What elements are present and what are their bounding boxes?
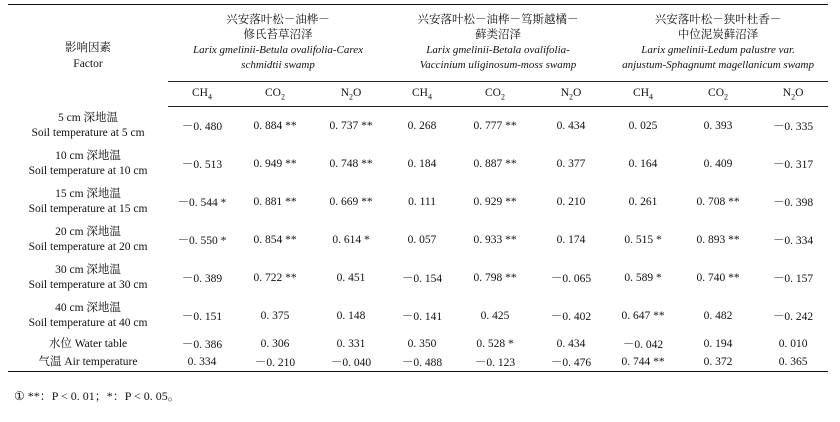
table-row	[8, 145, 828, 183]
group-header-1	[168, 5, 388, 82]
value-cell: －0. 480	[181, 121, 223, 133]
factor-cn: 15 cm 深地温	[55, 188, 121, 200]
factor-en: Soil temperature at 20 cm	[28, 241, 148, 253]
value-cell: －0. 544 *	[177, 197, 227, 209]
gas-header-ch4: $CH_4$	[168, 82, 236, 107]
value-cell: －0. 476	[534, 353, 608, 372]
value-cell: －0. 040	[314, 353, 388, 372]
table-row	[8, 335, 828, 353]
factor-cell	[8, 221, 168, 259]
value-cell: －0. 334	[772, 235, 814, 247]
value-cell: －0. 386	[181, 339, 223, 351]
group-2-latin-line1: Larix gmelinii-Betala ovalifolia-	[426, 44, 570, 56]
factor-header	[8, 5, 168, 107]
factor-cell: 水位 Water table	[48, 337, 128, 350]
gas-header-co2: $CO_2$	[456, 82, 534, 107]
factor-cn: 40 cm 深地温	[55, 302, 121, 314]
group-1-latin-line2: schmidtii swamp	[241, 59, 315, 71]
gas-header-ch4: $CH_4$	[608, 82, 678, 107]
factor-cn: 5 cm 深地温	[57, 111, 119, 124]
table-row	[8, 183, 828, 221]
value-cell: 0. 748 **	[329, 158, 373, 170]
value-cell: 0. 647 **	[621, 310, 665, 322]
factor-cell	[8, 145, 168, 183]
value-cell: 0. 210	[556, 196, 586, 208]
value-cell: 0. 425	[480, 310, 510, 322]
value-cell: 0. 482	[703, 310, 733, 322]
value-cell: －0. 141	[401, 311, 443, 323]
group-2-cn-line2: 藓类沼泽	[475, 29, 522, 41]
group-3-cn-line1: 兴安落叶松－狭叶杜香－	[654, 14, 782, 26]
value-cell: 0. 010	[778, 338, 808, 350]
value-cell: 0. 372	[678, 353, 758, 372]
value-cell: 0. 949 **	[253, 158, 297, 170]
value-cell: 0. 614 *	[332, 234, 370, 246]
value-cell: 0. 174	[556, 234, 586, 246]
value-cell: 0. 111	[408, 196, 436, 208]
value-cell: 0. 434	[556, 338, 586, 350]
gas-header-n2o: $N_2O$	[758, 82, 828, 107]
value-cell: 0. 515 *	[624, 234, 662, 246]
value-cell: 0. 365	[758, 353, 828, 372]
value-cell: －0. 042	[622, 339, 664, 351]
factor-cell: 气温 Air temperature	[8, 353, 168, 372]
factor-cn: 30 cm 深地温	[55, 264, 121, 276]
value-cell: 0. 268	[407, 120, 437, 132]
value-cell: 0. 261	[628, 196, 658, 208]
value-cell: 0. 194	[703, 338, 733, 350]
factor-en: Soil temperature at 40 cm	[28, 317, 148, 329]
value-cell: 0. 164	[628, 158, 658, 170]
factor-header-en: Factor	[73, 57, 103, 70]
value-cell: 0. 929 **	[473, 196, 517, 208]
value-cell: 0. 375	[260, 310, 290, 322]
value-cell: －0. 151	[181, 311, 223, 323]
value-cell: 0. 887 **	[473, 158, 517, 170]
value-cell: 0. 798 **	[473, 272, 517, 284]
value-cell: －0. 123	[456, 353, 534, 372]
factor-cell	[8, 259, 168, 297]
group-3-cn-line2: 中位泥炭藓沼泽	[677, 29, 759, 41]
value-cell: 0. 933 **	[473, 234, 517, 246]
group-1-latin-line1: Larix gmelinii-Betula ovalifolia-Carex	[192, 44, 364, 56]
value-cell: 0. 409	[703, 158, 733, 170]
value-cell: －0. 550 *	[177, 235, 227, 247]
value-cell: 0. 528 *	[476, 338, 514, 350]
value-cell: 0. 744 **	[608, 353, 678, 372]
group-2-latin-line2: Vaccinium uliginosum-moss swamp	[419, 59, 577, 71]
group-header-3	[608, 5, 828, 82]
value-cell: 0. 434	[556, 120, 586, 132]
value-cell: －0. 242	[772, 311, 814, 323]
factor-cell	[8, 297, 168, 335]
value-cell: 0. 884 **	[253, 120, 297, 132]
factor-header-cn: 影响因素	[65, 41, 111, 54]
value-cell: －0. 065	[550, 273, 592, 285]
factor-cell	[8, 107, 168, 146]
value-cell: －0. 389	[181, 273, 223, 285]
value-cell: 0. 854 **	[253, 234, 297, 246]
table-footnote: ① **：P < 0. 01；*：P < 0. 05。	[14, 389, 180, 403]
gas-header-n2o: $N_2O$	[314, 82, 388, 107]
value-cell: 0. 669 **	[329, 196, 373, 208]
value-cell: 0. 057	[407, 234, 437, 246]
gas-header-ch4: $CH_4$	[388, 82, 456, 107]
value-cell: －0. 335	[772, 121, 814, 133]
gas-header-n2o: $N_2O$	[534, 82, 608, 107]
gas-header-co2: $CO_2$	[236, 82, 314, 107]
value-cell: 0. 184	[407, 158, 437, 170]
value-cell: －0. 488	[388, 353, 456, 372]
factor-en: Soil temperature at 10 cm	[28, 165, 148, 177]
factor-en: Soil temperature at 5 cm	[31, 126, 145, 139]
value-cell: 0. 393	[703, 120, 733, 132]
value-cell: －0. 402	[550, 311, 592, 323]
value-cell: 0. 334	[168, 353, 236, 372]
table-row	[8, 221, 828, 259]
factor-cn: 20 cm 深地温	[55, 226, 121, 238]
group-2-cn-line1: 兴安落叶松－油桦－笃斯越橘－	[417, 14, 579, 26]
factor-cn: 10 cm 深地温	[55, 150, 121, 162]
value-cell: 0. 737 **	[329, 120, 373, 132]
group-3-latin-line1: Larix gmelinii-Ledum palustre var.	[641, 44, 795, 56]
table-row	[8, 297, 828, 335]
value-cell: 0. 708 **	[696, 196, 740, 208]
value-cell: 0. 589 *	[624, 272, 662, 284]
value-cell: 0. 451	[336, 272, 366, 284]
value-cell: 0. 148	[336, 310, 366, 322]
factor-cell	[8, 183, 168, 221]
value-cell: 0. 306	[260, 338, 290, 350]
group-header-2	[388, 5, 608, 82]
value-cell: －0. 398	[772, 197, 814, 209]
table-row	[8, 107, 828, 146]
value-cell: －0. 210	[236, 353, 314, 372]
value-cell: 0. 025	[628, 120, 658, 132]
header-row	[8, 5, 828, 82]
value-cell: 0. 740 **	[696, 272, 740, 284]
value-cell: 0. 350	[407, 338, 437, 350]
gas-header-co2: $CO_2$	[678, 82, 758, 107]
group-3-latin-line2: anjustum-Sphagnumt magellanicum swamp	[622, 59, 814, 71]
value-cell: 0. 881 **	[253, 196, 297, 208]
table-row	[8, 353, 828, 372]
value-cell: 0. 777 **	[473, 120, 517, 132]
factor-en: Soil temperature at 30 cm	[28, 279, 148, 291]
value-cell: 0. 722 **	[253, 272, 297, 284]
table-row	[8, 259, 828, 297]
value-cell: 0. 893 **	[696, 234, 740, 246]
group-1-cn-line2: 修氏苔草沼泽	[243, 29, 313, 41]
value-cell: －0. 154	[401, 273, 443, 285]
factor-en: Soil temperature at 15 cm	[28, 203, 148, 215]
group-1-cn-line1: 兴安落叶松－油桦－	[226, 14, 330, 26]
value-cell: －0. 317	[772, 159, 814, 171]
value-cell: 0. 331	[336, 338, 366, 350]
correlation-table	[8, 4, 828, 372]
value-cell: 0. 377	[556, 158, 586, 170]
value-cell: －0. 157	[772, 273, 814, 285]
value-cell: －0. 513	[181, 159, 223, 171]
